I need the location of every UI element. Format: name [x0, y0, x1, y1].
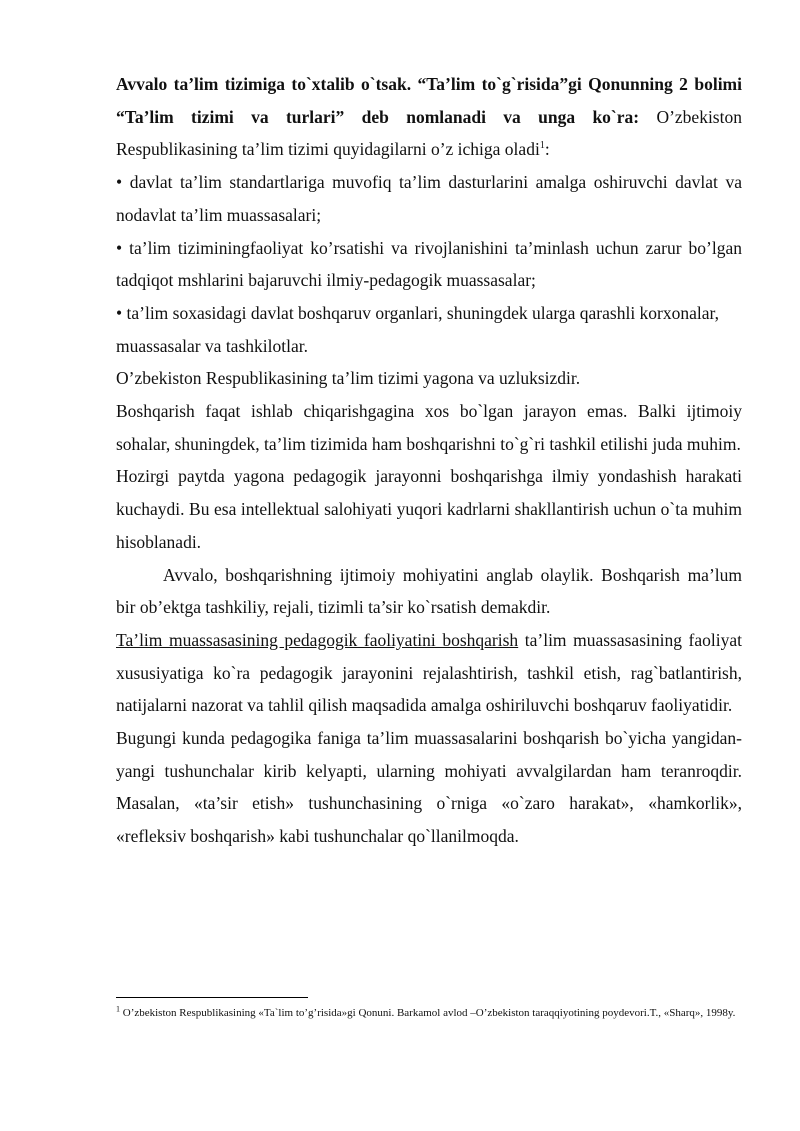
footnote-number: 1: [116, 1004, 120, 1014]
paragraph-6: [116, 624, 742, 722]
intro-text: O’zbekiston Respublikasining ta’lim tizimi quyidagilarni o’z ichiga oladi: [116, 106, 742, 160]
intro-bold-text: Avvalo ta’lim tizimiga to`xtalib o`tsak. “Ta’lim to`g`risida”gi Qonunning 2 bolimi “Ta’lim tizimi va turlari” deb nomlanadi va unga ko`ra:: [116, 74, 742, 127]
footnote: [116, 1006, 742, 1021]
bullet-item-3: • ta’lim soxasidagi davlat boshqaruv organlari, shuningdek ularga qarashli korxonalar,: [116, 302, 720, 323]
body-text: [116, 68, 742, 853]
footnote-reference: 1: [539, 140, 545, 152]
paragraph-7: Bugungi kunda pedagogika faniga ta’lim muassasalarini boshqarish bo`yicha yangidan-yangi tushunchalar kirib kelyapti, ularning mohiyati avvalgilardan ham teranroqdir. Masalan, «ta’sir etish» tushunchasining o`rniga «o`zaro harakat», «hamkorlik», «refleksiv boshqarish» kabi tushunchalar qo`llanilmoqda.: [116, 728, 742, 847]
bullet-item-2: • ta’lim tiziminingfaoliyat ko’rsatishi va rivojlanishini ta’minlash uchun zarur bo’lgan tadqiqot mshlarini bajaruvchi ilmiy-pedagogik muassasalar;: [116, 237, 742, 291]
bullet-item-3-continuation: muassasalar va tashkilotlar.: [116, 335, 308, 356]
footnote-separator: [116, 997, 308, 998]
paragraph-intro: [116, 68, 742, 166]
paragraph-3: Boshqarish faqat ishlab chiqarishgagina xos bo`lgan jarayon emas. Balki ijtimoiy sohalar, shuningdek, ta’lim tizimida ham boshqarishni to`g`ri tashkil etilishi juda muhim.: [116, 401, 742, 454]
paragraph-2: O’zbekiston Respublikasining ta’lim tizimi yagona va uzluksizdir.: [116, 368, 581, 389]
paragraph-6-text: ta’lim muassasasining faoliyat xususiyatiga ko`ra pedagogik jarayonini rejalashtirish, tashkil etish, rag`batlantirish, natijalarni nazorat va tahlil qilish maqsadida amalga oshiriluvchi boshqaruv faoliyatidir.: [116, 629, 742, 716]
footnote-text: O’zbekiston Respublikasining «Ta`lim to’g’risida»gi Qonuni. Barkamol avlod –O’zbekiston taraqqiyotining poydevori.T., «Sharq», 1998y.: [120, 1007, 736, 1019]
underlined-term: Ta’lim muassasasining pedagogik faoliyatini boshqarish: [116, 629, 519, 650]
bullet-item-1: • davlat ta’lim standartlariga muvofiq ta’lim dasturlarini amalga oshiruvchi davlat va nodavlat ta’lim muassasalari;: [116, 172, 742, 225]
intro-colon: :: [544, 139, 550, 160]
paragraph-4: Hozirgi paytda yagona pedagogik jarayonni boshqarishga ilmiy yondashish harakati kuchaydi. Bu esa intellektual salohiyati yuqori kadrlarni shakllantirish uchun o`ta muhim hisoblanadi.: [116, 466, 742, 552]
paragraph-5: Avvalo, boshqarishning ijtimoiy mohiyatini anglab olaylik. Boshqarish ma’lum bir ob’ektga tashkiliy, rejali, tizimli ta’sir ko`rsatish demakdir.: [116, 564, 742, 618]
